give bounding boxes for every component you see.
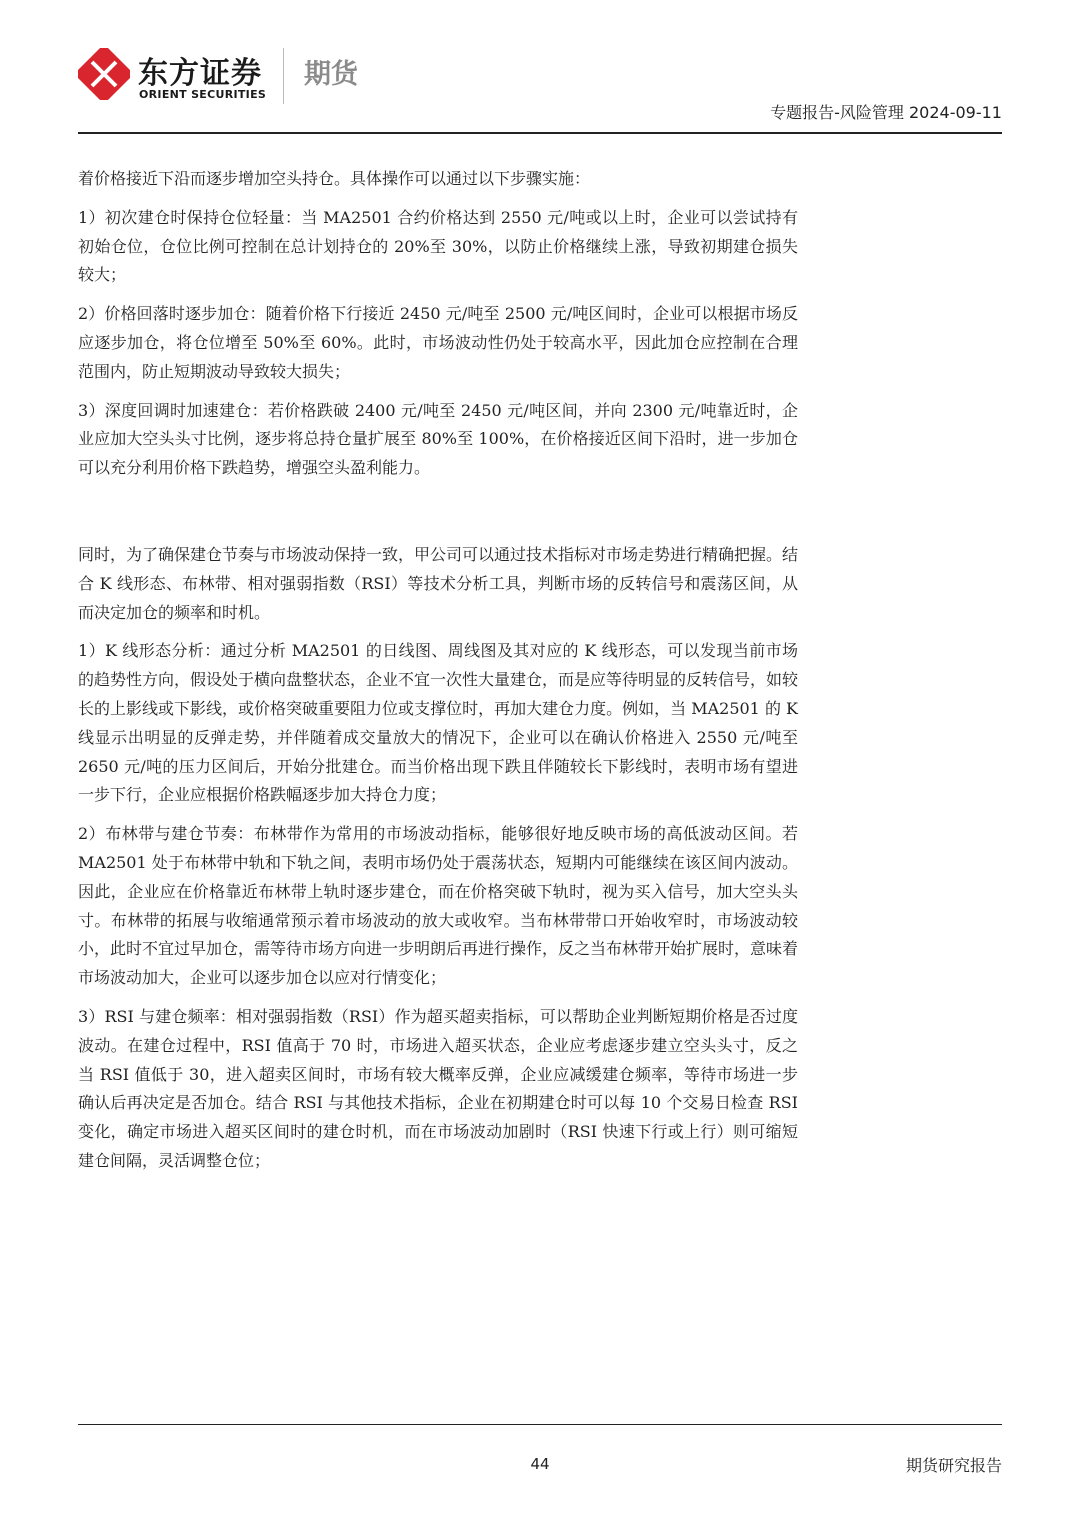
- report-label: 专题报告-风险管理 2024-09-11: [770, 103, 1002, 122]
- header-divider: [78, 132, 1002, 134]
- body-paragraph: 3）RSI 与建仓频率：相对强弱指数（RSI）作为超买超卖指标，可以帮助企业判断短期价格是否过度波动。在建仓过程中，RSI 值高于 70 时，市场进入超买状态，企业应考虑逐步建立空头头寸，反之当 RSI 值低于 30，进入超卖区间时，市场有较大概率反弹，企业应减缓建仓频率，等待市场进一步确认后再决定是否加仓。结合 RSI 与其他技术指标，企业在初期建仓时可以每 10 个交易日检查 RSI 变化，确定市场进入超买区间时的建仓时机，而在市场波动加剧时（RSI 快速下行或上行）则可缩短建仓间隔，灵活调整仓位；: [78, 1006, 798, 1170]
- brand-name-en: ORIENT SECURITIES: [139, 88, 267, 101]
- report-body: [78, 165, 798, 1176]
- brand-divider: [283, 48, 284, 104]
- page-number: 44: [530, 1455, 550, 1473]
- body-paragraph: 着价格接近下沿而逐步增加空头持仓。具体操作可以通过以下步骤实施：: [78, 169, 591, 188]
- brand-subtitle: 期货: [304, 59, 358, 90]
- body-paragraph: 2）价格回落时逐步加仓：随着价格下行接近 2450 元/吨至 2500 元/吨区间时，企业可以根据市场反应逐步加仓，将仓位增至 50%至 60%。此时，市场波动性仍处于较高水平，因此加仓应控制在合理范围内，防止短期波动导致较大损失；: [78, 304, 798, 381]
- body-paragraph: 同时，为了确保建仓节奏与市场波动保持一致，甲公司可以通过技术指标对市场走势进行精确把握。结合 K 线形态、布林带、相对强弱指数（RSI）等技术分析工具，判断市场的反转信号和震荡区间，从而决定加仓的频率和时机。: [78, 544, 799, 622]
- footer-report-type: 期货研究报告: [905, 1456, 1002, 1475]
- brand-name-cn: 东方证券: [138, 56, 262, 91]
- page-header: [78, 44, 1002, 134]
- body-paragraph: 1）初次建仓时保持仓位轻量：当 MA2501 合约价格达到 2550 元/吨或以上时，企业可以尝试持有初始仓位，仓位比例可控制在总计划持仓的 20%至 30%，以防止价格继续上涨，导致初期建仓损失较大；: [78, 207, 798, 285]
- body-paragraph: 1）K 线形态分析：通过分析 MA2501 的日线图、周线图及其对应的 K 线形态，可以发现当前市场的趋势性方向，假设处于横向盘整状态，企业不宜一次性大量建仓，而是应等待明显的反转信号，如较长的上影线或下影线，或价格突破重要阻力位或支撑位时，再加大建仓力度。例如，当 MA2501 的 K 线显示出明显的反弹走势，并伴随着成交量放大的情况下，企业可以在确认价格进入 2550 元/吨至 2650 元/吨的压力区间后，开始分批建仓。而当价格出现下跌且伴随较长下影线时，表明市场有望进一步下行，企业应根据价格跌幅逐步加大持仓力度；: [78, 641, 799, 805]
- orient-securities-logo-icon: [78, 48, 130, 100]
- body-paragraph: 2）布林带与建仓节奏：布林带作为常用的市场波动指标，能够很好地反映市场的高低波动区间。若 MA2501 处于布林带中轨和下轨之间，表明市场仍处于震荡状态，短期内可能继续在该区间内波动。因此，企业应在价格靠近布林带上轨时逐步建仓，而在价格突破下轨时，视为买入信号，加大空头头寸。布林带的拓展与收缩通常预示着市场波动的放大或收窄。当布林带带口开始收窄时，市场波动较小，此时不宜过早加仓，需等待市场方向进一步明朗后再进行操作，反之当布林带开始扩展时，意味着市场波动加大，企业可以逐步加仓以应对行情变化；: [78, 824, 799, 988]
- body-paragraph: 3）深度回调时加速建仓：若价格跌破 2400 元/吨至 2450 元/吨区间，并向 2300 元/吨靠近时，企业应加大空头头寸比例，逐步将总持仓量扩展至 80%至 100%，在价格接近区间下沿时，进一步加仓可以充分利用价格下跌趋势，增强空头盈利能力。: [78, 400, 798, 478]
- footer-divider: [78, 1424, 1002, 1425]
